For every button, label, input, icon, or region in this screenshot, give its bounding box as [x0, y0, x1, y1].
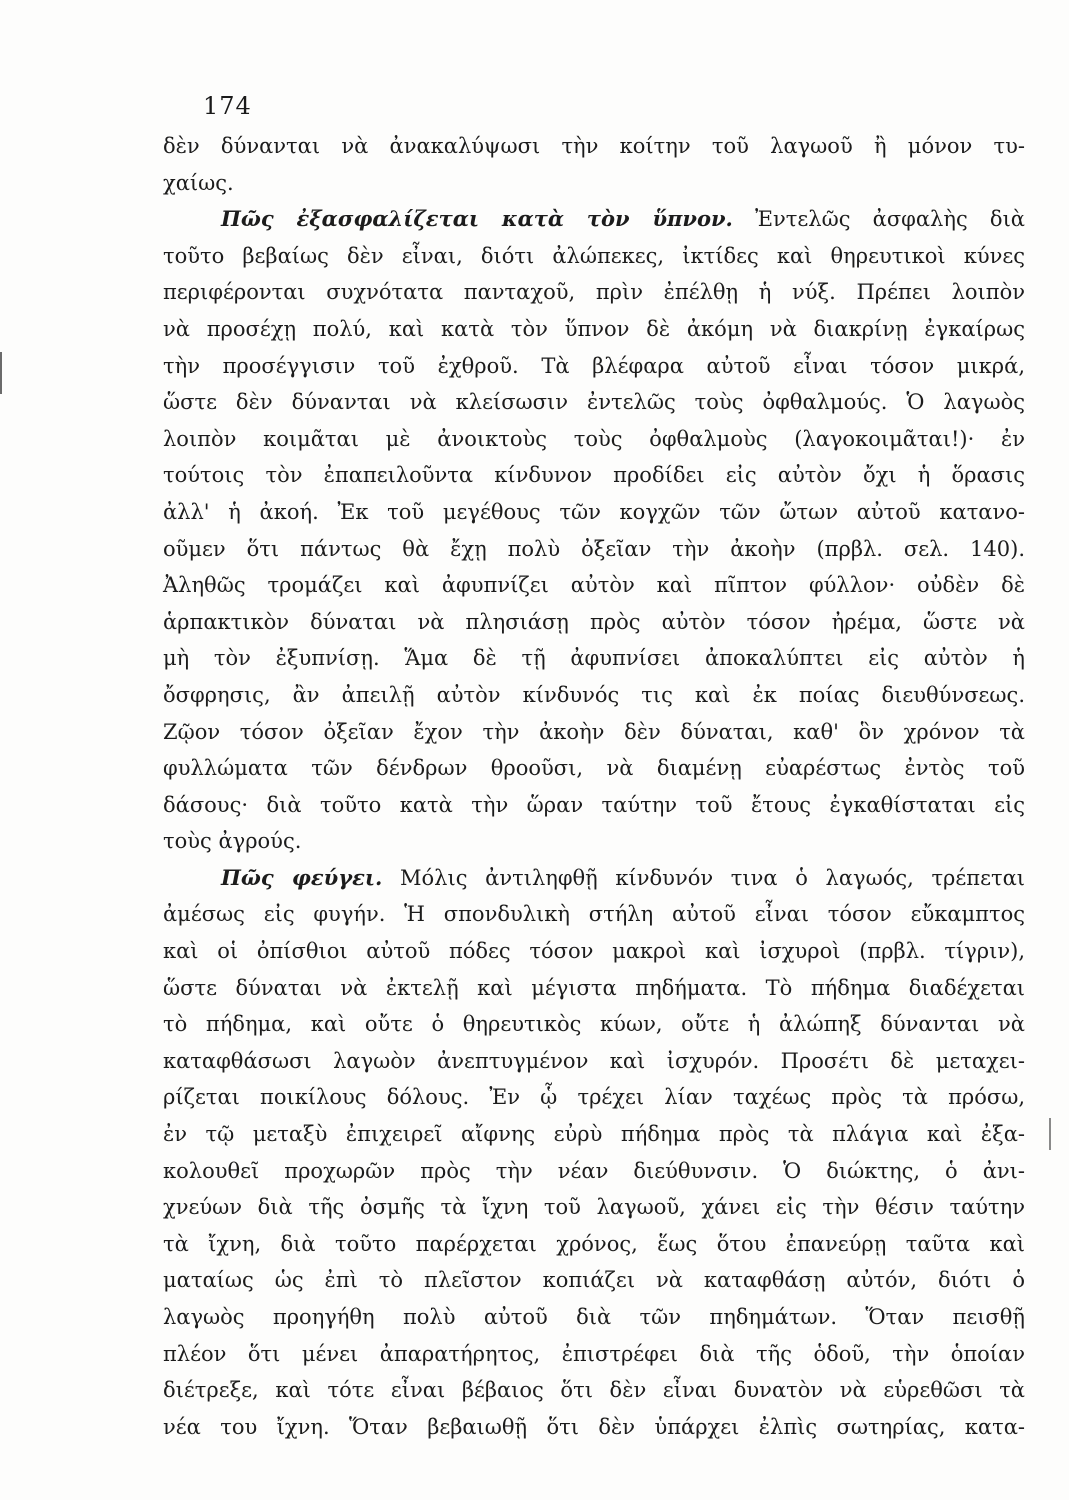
- text-line: Ζῷον τόσον ὀξεῖαν ἔχον τὴν ἀκοὴν δὲν δύναται, καθ' ὃν χρόνον τὰ: [163, 719, 1025, 744]
- text-line: δὲν δύνανται νὰ ἀνακαλύψωσι τὴν κοίτην τοῦ λαγωοῦ ἢ μόνον τυ-: [163, 134, 1025, 158]
- text-fragment: Ἐντελῶς ἀσφαλὴς διὰ: [755, 207, 1025, 232]
- text-line: τὰ ἴχνη, διὰ τοῦτο παρέρχεται χρόνος, ἕως ὅτου ἐπανεύρῃ ταῦτα καὶ: [163, 1231, 1025, 1256]
- section-heading: Πῶς φεύγει.: [221, 864, 383, 890]
- text-line: τούτοις τὸν ἐπαπειλοῦντα κίνδυνον προδίδει εἰς αὐτὸν ὄχι ἡ ὅρασις: [163, 463, 1025, 488]
- text-line: ἁρπακτικὸν δύναται νὰ πλησιάσῃ πρὸς αὐτὸν τόσον ἠρέμα, ὥστε νὰ: [163, 609, 1025, 634]
- paragraph-first-line: [163, 860, 1025, 897]
- text-line: κολουθεῖ προχωρῶν πρὸς τὴν νέαν διεύθυνσιν. Ὁ διώκτης, ὁ ἀνι-: [163, 1158, 1025, 1183]
- text-fragment: Μόλις ἀντιληφθῇ κίνδυνόν τινα ὁ λαγωός, τρέπεται: [400, 865, 1025, 890]
- text-line: τὴν προσέγγισιν τοῦ ἐχθροῦ. Τὰ βλέφαρα αὐτοῦ εἶναι τόσον μικρά,: [163, 353, 1025, 378]
- text-line: χαίως.: [163, 170, 234, 195]
- paragraph-first-line: [163, 201, 1025, 238]
- text-line: λοιπὸν κοιμᾶται μὲ ἀνοικτοὺς τοὺς ὀφθαλμοὺς (λαγοκοιμᾶται!)· ἐν: [163, 426, 1025, 451]
- text-line: πλέον ὅτι μένει ἀπαρατήρητος, ἐπιστρέφει διὰ τῆς ὁδοῦ, τὴν ὁποίαν: [163, 1341, 1025, 1366]
- text-line: ὥστε δὲν δύνανται νὰ κλείσωσιν ἐντελῶς τοὺς ὀφθαλμούς. Ὁ λαγωὸς: [163, 390, 1025, 415]
- text-line: ὄσφρησις, ἂν ἀπειλῇ αὐτὸν κίνδυνός τις καὶ ἐκ ποίας διευθύνσεως.: [163, 682, 1025, 707]
- text-line: καταφθάσωσι λαγωὸν ἀνεπτυγμένον καὶ ἰσχυρόν. Προσέτι δὲ μεταχει-: [163, 1048, 1025, 1073]
- text-line: ὥστε δύναται νὰ ἐκτελῇ καὶ μέγιστα πηδήματα. Τὸ πήδημα διαδέχεται: [163, 975, 1025, 1000]
- text-line: ρίζεται ποικίλους δόλους. Ἐν ᾧ τρέχει λίαν ταχέως πρὸς τὰ πρόσω,: [163, 1085, 1025, 1110]
- text-line: οῦμεν ὅτι πάντως θὰ ἔχῃ πολὺ ὀξεῖαν τὴν ἀκοὴν (πρβλ. σελ. 140).: [163, 536, 1025, 561]
- text-line: νέα του ἴχνη. Ὅταν βεβαιωθῇ ὅτι δὲν ὑπάρχει ἐλπὶς σωτηρίας, κατα-: [163, 1414, 1025, 1439]
- text-line: περιφέρονται συχνότατα πανταχοῦ, πρὶν ἐπέλθῃ ἡ νύξ. Πρέπει λοιπὸν: [163, 280, 1025, 305]
- section-heading: Πῶς ἐξασφαλίζεται κατὰ τὸν ὕπνον.: [221, 206, 733, 232]
- scan-margin-mark: [0, 352, 2, 394]
- text-line: ἀλλ' ἡ ἀκοή. Ἐκ τοῦ μεγέθους τῶν κογχῶν τῶν ὤτων αὐτοῦ κατανο-: [163, 499, 1025, 524]
- text-line: τὸ πήδημα, καὶ οὔτε ὁ θηρευτικὸς κύων, οὔτε ἡ ἀλώπηξ δύνανται νὰ: [163, 1012, 1025, 1037]
- text-line: καὶ οἱ ὀπίσθιοι αὐτοῦ πόδες τόσον μακροὶ καὶ ἰσχυροὶ (πρβλ. τίγριν),: [163, 939, 1025, 964]
- scan-margin-mark: [1049, 1118, 1051, 1150]
- text-line: δάσους· διὰ τοῦτο κατὰ τὴν ὥραν ταύτην τοῦ ἔτους ἐγκαθίσταται εἰς: [163, 792, 1025, 817]
- text-line: τοὺς ἀγρούς.: [163, 829, 302, 854]
- text-line: διέτρεξε, καὶ τότε εἶναι βέβαιος ὅτι δὲν εἶναι δυνατὸν νὰ εὑρεθῶσι τὰ: [163, 1378, 1025, 1403]
- text-line: φυλλώματα τῶν δένδρων θροοῦσι, νὰ διαμένῃ εὐαρέστως ἐντὸς τοῦ: [163, 756, 1025, 781]
- text-line: λαγωὸς προηγήθη πολὺ αὐτοῦ διὰ τῶν πηδημάτων. Ὅταν πεισθῇ: [163, 1305, 1025, 1329]
- text-line: τοῦτο βεβαίως δὲν εἶναι, διότι ἀλώπεκες, ἰκτίδες καὶ θηρευτικοὶ κύνες: [163, 243, 1025, 268]
- text-line: μὴ τὸν ἐξυπνίσῃ. Ἅμα δὲ τῇ ἀφυπνίσει ἀποκαλύπτει εἰς αὐτὸν ἡ: [163, 646, 1025, 671]
- text-line: ματαίως ὡς ἐπὶ τὸ πλεῖστον κοπιάζει νὰ καταφθάσῃ αὐτόν, διότι ὁ: [163, 1268, 1025, 1293]
- text-line: ἀμέσως εἰς φυγήν. Ἡ σπονδυλικὴ στήλη αὐτοῦ εἶναι τόσον εὔκαμπτος: [163, 902, 1025, 927]
- text-line: ἐν τῷ μεταξὺ ἐπιχειρεῖ αἴφνης εὐρὺ πήδημα πρὸς τὰ πλάγια καὶ ἐξα-: [163, 1122, 1025, 1147]
- text-line: Ἀληθῶς τρομάζει καὶ ἀφυπνίζει αὐτὸν καὶ πῖπτον φύλλον· οὐδὲν δὲ: [163, 573, 1025, 598]
- text-line: νὰ προσέχῃ πολύ, καὶ κατὰ τὸν ὕπνον δὲ ἀκόμη νὰ διακρίνῃ ἐγκαίρως: [163, 316, 1025, 341]
- text-line: χνεύων διὰ τῆς ὀσμῆς τὰ ἴχνη τοῦ λαγωοῦ, χάνει εἰς τὴν θέσιν ταύτην: [163, 1195, 1025, 1220]
- page-number: 174: [203, 92, 252, 120]
- body-text: [163, 128, 1025, 1445]
